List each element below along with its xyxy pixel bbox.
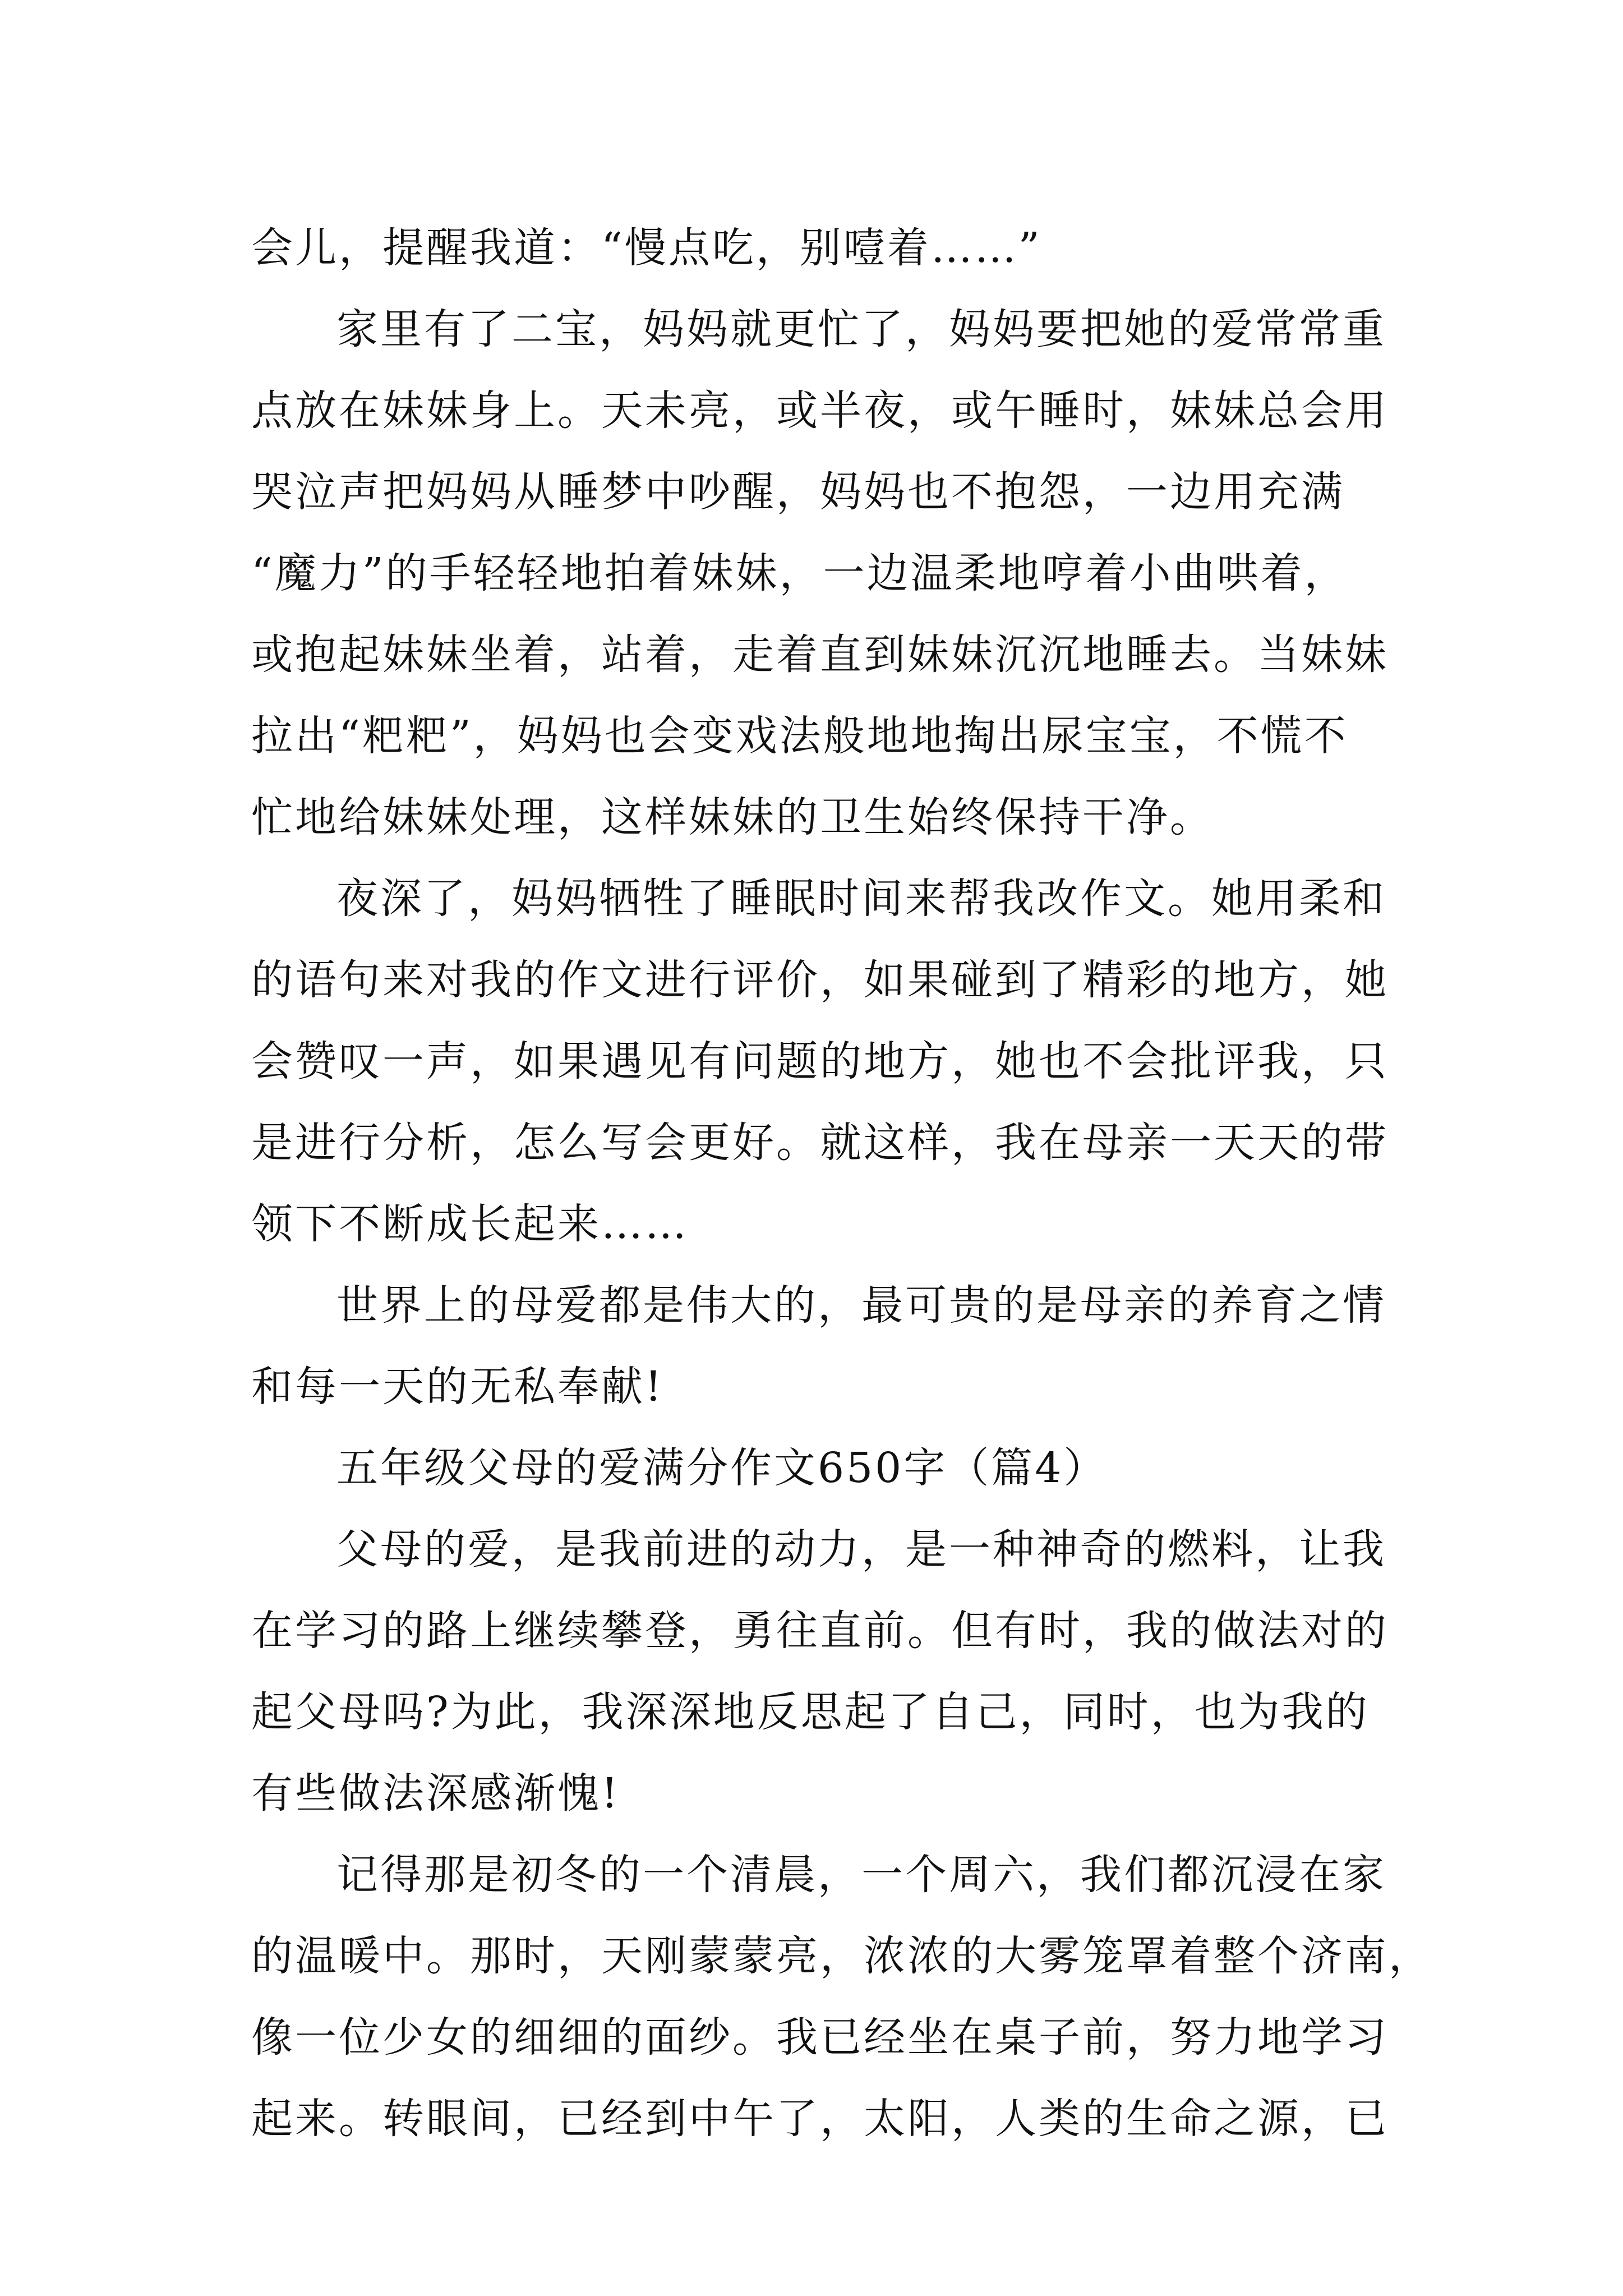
document-page <box>251 208 1432 2160</box>
text-line: 夜深了，妈妈牺牲了睡眠时间来帮我改作文。她用柔和 <box>336 875 1386 923</box>
text-line: 点放在妹妹身上。天未亮，或半夜，或午睡时，妹妹总会用 <box>251 386 1389 435</box>
text-line: 有些做法深感渐愧! <box>251 1769 620 1818</box>
text-line: 记得那是初冬的一个清晨，一个周六，我们都沉浸在家 <box>336 1851 1386 1899</box>
text-line: 的语句来对我的作文进行评价，如果碰到了精彩的地方，她 <box>251 956 1389 1004</box>
section-heading: 五年级父母的爱满分作文650字（篇4） <box>336 1444 1108 1492</box>
text-line: “魔力”的手轻轻地拍着妹妹，一边温柔地哼着小曲哄着， <box>251 549 1348 597</box>
text-line: 是进行分析，怎么写会更好。就这样，我在母亲一天天的带 <box>251 1119 1389 1167</box>
text-line: 的温暖中。那时，天刚蒙蒙亮，浓浓的大雾笼罩着整个济南， <box>251 1932 1432 1980</box>
text-line: 拉出“粑粑”，妈妈也会变戏法般地地掏出尿宝宝，不慌不 <box>251 712 1348 760</box>
text-line: 会赞叹一声，如果遇见有问题的地方，她也不会批评我，只 <box>251 1037 1389 1085</box>
text-line: 哭泣声把妈妈从睡梦中吵醒，妈妈也不抱怨，一边用充满 <box>251 468 1345 516</box>
text-line: 在学习的路上继续攀登，勇往直前。但有时，我的做法对的 <box>251 1607 1389 1655</box>
text-line: 父母的爱，是我前进的动力，是一种神奇的燃料，让我 <box>336 1525 1386 1573</box>
text-line: 起来。转眼间，已经到中午了，太阳，人类的生命之源，已 <box>251 2095 1389 2143</box>
text-line: 会儿，提醒我道：“慢点吃，别噎着……” <box>251 224 1042 272</box>
text-line: 世界上的母爱都是伟大的，最可贵的是母亲的养育之情 <box>336 1281 1386 1329</box>
text-line: 起父母吗?为此，我深深地反思起了自己，同时，也为我的 <box>251 1688 1370 1736</box>
text-line: 像一位少女的细细的面纱。我已经坐在桌子前，努力地学习 <box>251 2013 1389 2062</box>
text-line: 领下不断成长起来…… <box>251 1200 689 1248</box>
text-line: 忙地给妹妹处理，这样妹妹的卫生始终保持干净。 <box>251 793 1214 841</box>
text-line: 或抱起妹妹坐着，站着，走着直到妹妹沉沉地睡去。当妹妹 <box>251 631 1389 679</box>
text-line: 和每一天的无私奉献! <box>251 1363 664 1411</box>
text-line: 家里有了二宝，妈妈就更忙了，妈妈要把她的爱常常重 <box>336 305 1386 353</box>
